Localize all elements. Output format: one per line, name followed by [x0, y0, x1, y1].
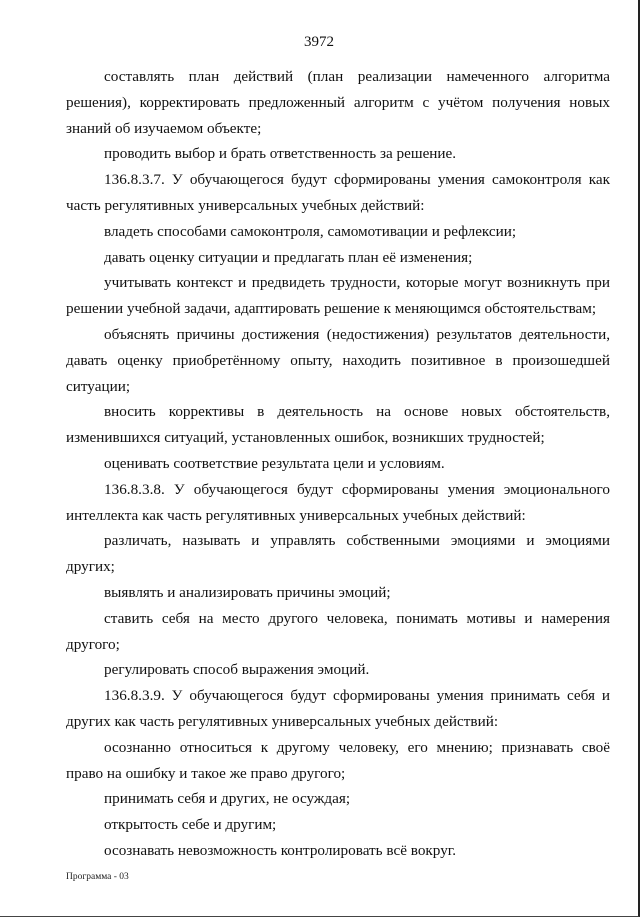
paragraph: составлять план действий (план реализации намеченного алгоритма решения), корректировать предложенный алгоритм с учётом получения новых знаний об изучаемом объекте;: [66, 68, 610, 137]
paragraph: учитывать контекст и предвидеть трудности, которые могут возникнуть при решении учебной задачи, адаптировать решение к меняющимся обстоятельствам;: [66, 274, 610, 318]
paragraph: проводить выбор и брать ответственность за решение.: [104, 145, 457, 163]
paragraph: регулировать способ выражения эмоций.: [104, 661, 370, 679]
paragraph: объяснять причины достижения (недостижения) результатов деятельности, давать оценку приобретённому опыту, находить позитивное в произошедшей ситуации;: [66, 325, 610, 395]
paragraph: осознанно относиться к другому человеку, его мнению; признавать своё право на ошибку и такое же право другого;: [66, 738, 610, 782]
section-paragraph-136-8-3-7: 136.8.3.7. У обучающегося будут сформированы умения самоконтроля как часть регулятивных универсальных учебных действий:: [66, 171, 610, 214]
paragraph: ставить себя на место другого человека, понимать мотивы и намерения другого;: [66, 609, 610, 653]
paragraph: открытость себе и другим;: [104, 816, 277, 834]
paragraph: давать оценку ситуации и предлагать план её изменения;: [104, 248, 473, 266]
paragraph: оценивать соответствие результата цели и условиям.: [104, 454, 445, 472]
paragraph: владеть способами самоконтроля, самомотивации и рефлексии;: [104, 222, 517, 240]
section-paragraph-136-8-3-9: 136.8.3.9. У обучающегося будут сформированы умения принимать себя и других как часть регулятивных универсальных учебных действий:: [66, 687, 610, 730]
page-footer: Программа - 03: [66, 872, 129, 882]
paragraph: вносить коррективы в деятельность на основе новых обстоятельств, изменившихся ситуаций, установленных ошибок, возникших трудностей;: [66, 403, 610, 447]
paragraph: принимать себя и других, не осуждая;: [104, 790, 351, 808]
paragraph: осознавать невозможность контролировать всё вокруг.: [104, 841, 457, 859]
document-body: [66, 64, 610, 864]
page-number: 3972: [304, 34, 334, 50]
paragraph: выявлять и анализировать причины эмоций;: [104, 583, 391, 601]
paragraph: различать, называть и управлять собственными эмоциями и эмоциями других;: [66, 532, 610, 576]
section-paragraph-136-8-3-8: 136.8.3.8. У обучающегося будут сформированы умения эмоционального интеллекта как часть регулятивных универсальных учебных действий:: [66, 480, 610, 524]
